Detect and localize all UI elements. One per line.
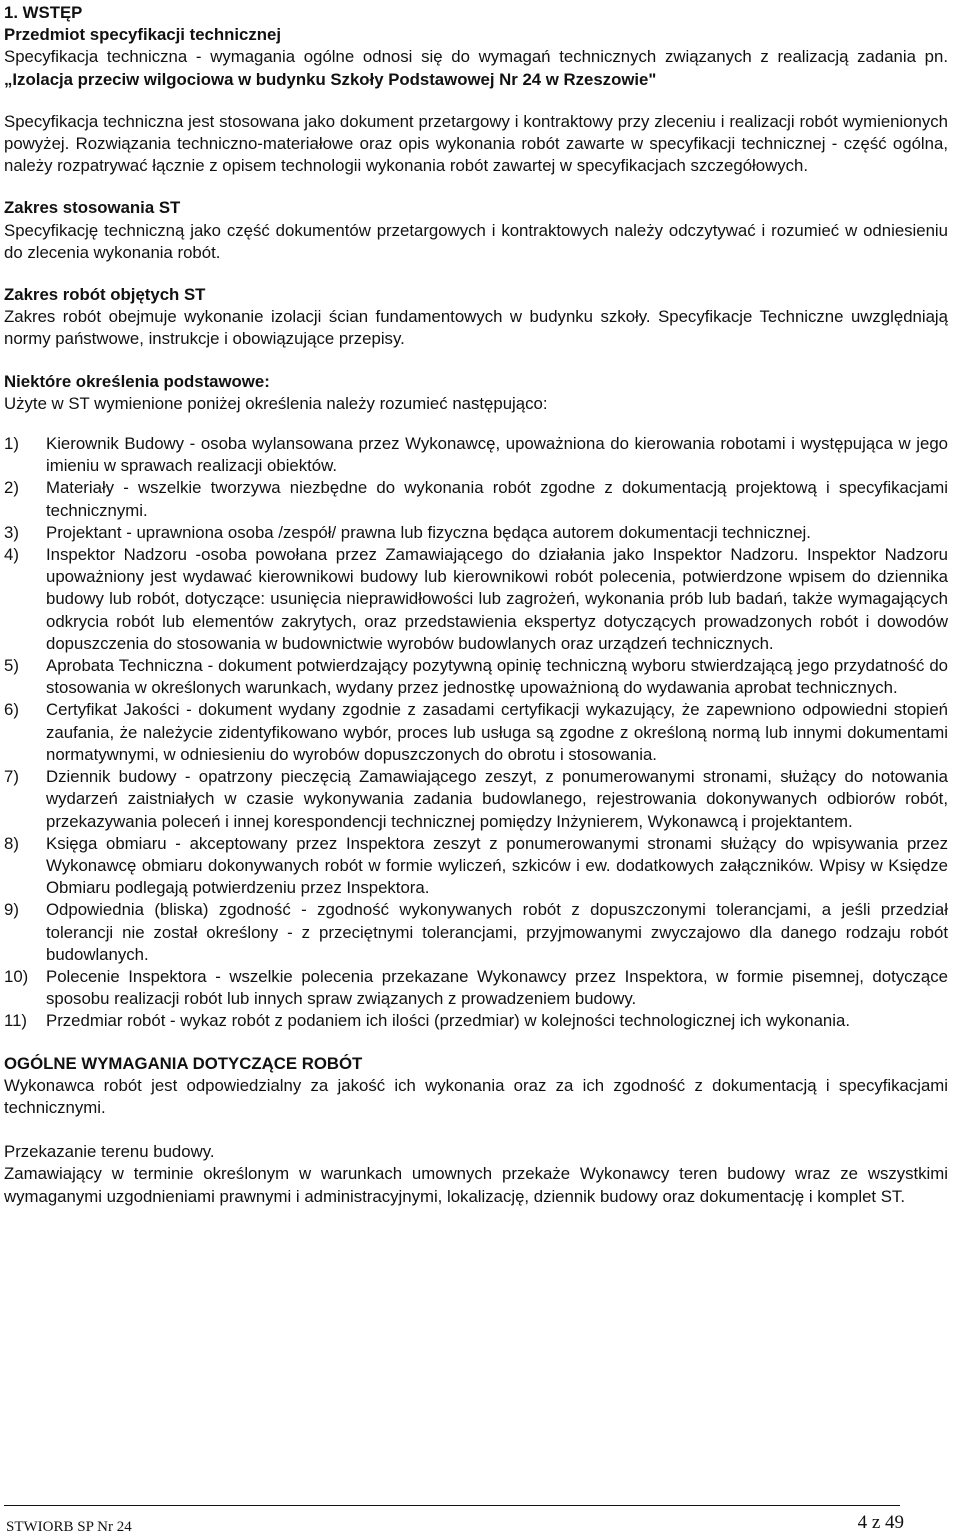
item-text: Polecenie Inspektora - wszelkie polecenia przekazane Wykonawcy przez Inspektora, w formie pisemnej, dotyczące sposobu realizacji robót lub innych spraw związanych z prowadzeniem budowy.	[46, 966, 948, 1009]
item-number: 8)	[4, 833, 19, 853]
item-text: Certyfikat Jakości - dokument wydany zgodnie z zasadami certyfikacji wykazujący, że zapewniono odpowiedni stopień zaufania, że należycie zidentyfikowano wybór, proces lub usługa są zgodne z określoną normą lub innymi dokumentami normatywnymi, w odniesieniu do wyrobów dopuszczonych do obrotu i stosowania.	[46, 700, 948, 764]
list-item	[4, 1010, 948, 1032]
item-text: Kierownik Budowy - osoba wylansowana przez Wykonawcę, upoważniona do kierowania robotami i występująca w jego imieniu w sprawach realizacji obiektów.	[46, 434, 948, 476]
document-page	[4, 2, 948, 1208]
item-number: 3)	[4, 522, 19, 542]
list-item	[4, 699, 948, 766]
footer-document-id: STWIORB SP Nr 24	[6, 1519, 132, 1535]
item-text: Odpowiednia (bliska) zgodność - zgodność wykonywanych robót z dopuszczonymi tolerancjami, a jeśli przedział tolerancji nie został określony - z przeciętnymi tolerancjami, przyjmowanymi zwyczajowo dla danego rodzaju robót budowlanych.	[46, 900, 948, 964]
item-number: 5)	[4, 656, 19, 676]
handover-heading: Przekazanie terenu budowy.	[4, 1142, 215, 1162]
item-number: 10)	[4, 966, 29, 986]
page-number: 4 z 49	[857, 1512, 904, 1533]
definitions-heading: Niektóre określenia podstawowe:	[4, 371, 270, 391]
item-number: 9)	[4, 900, 19, 920]
works-heading: Zakres robót objętych ST	[4, 285, 206, 305]
item-text: Aprobata Techniczna - dokument potwierdzający pozytywną opinię techniczną wyboru stwierdzającą jego przydatność do stosowania w określonych warunkach, wydany przez jednostkę upoważnioną do wydawania aprobat technicznych.	[46, 656, 948, 698]
item-number: 11)	[4, 1011, 28, 1031]
item-number: 6)	[4, 700, 19, 720]
general-heading: OGÓLNE WYMAGANIA DOTYCZĄCE ROBÓT	[4, 1053, 363, 1073]
project-name: „Izolacja przeciw wilgociowa w budynku Szkoły Podstawowej Nr 24 w Rzeszowie"	[4, 69, 657, 89]
list-item	[4, 477, 948, 521]
list-item	[4, 433, 948, 477]
page-footer	[4, 1505, 904, 1535]
subject-text: Specyfikacja techniczna - wymagania ogólne odnosi się do wymagań technicznych związanych z realizacją zadania pn.	[4, 47, 948, 67]
list-item	[4, 522, 948, 544]
list-item	[4, 544, 948, 655]
item-text: Księga obmiaru - akceptowany przez Inspektora zeszyt z ponumerowanymi stronami służący do wpisywania przez Wykonawcę obmiaru dokonywanych robót w formie wyliczeń, szkiców i ew. dodatkowych załączników. Wpisy w Księdze Obmiaru podlegają potwierdzeniu przez Inspektora.	[46, 833, 948, 898]
item-text: Dziennik budowy - opatrzony pieczęcią Zamawiającego zeszyt, z ponumerowanymi stronami, służący do notowania wydarzeń zaistniałych w czasie wykonywania zadania budowlanego, rejestrowania dokonywanych odbiorów robót, przekazywania poleceń i innej korespondencji technicznej pomiędzy Inżynierem, Wykonawcą i projektantem.	[46, 767, 948, 831]
works-paragraph: Zakres robót obejmuje wykonanie izolacji ścian fundamentowych w budynku szkoły. Specyfikacje Techniczne uwzględniają normy państwowe, instrukcje i obowiązujące przepisy.	[4, 307, 948, 349]
general-paragraph: Wykonawca robót jest odpowiedzialny za jakość ich wykonania oraz za ich zgodność z dokumentacją i specyfikacjami technicznymi.	[4, 1075, 948, 1117]
scope-paragraph: Specyfikację techniczną jako część dokumentów przetargowych i kontraktowych należy odczytywać i rozumieć w odniesieniu do zlecenia wykonania robót.	[4, 220, 948, 262]
list-item	[4, 655, 948, 699]
item-text: Inspektor Nadzoru -osoba powołana przez Zamawiającego do działania jako Inspektor Nadzoru. Inspektor Nadzoru upoważniony jest wydawać kierownikowi budowy lub kierownikowi robót polecenia, potwierdzone wpisem do dziennika budowy lub robót, dotyczące: usunięcia nieprawidłowości lub zagrożeń, wykonania prób lub badań, także wymagających odkrycia robót lub elementów zakrytych, oraz przedstawienia ekspertyz dotyczących prowadzonych robót i dowodów dopuszczenia do stosowania w budownictwie wyrobów budowlanych oraz urządzeń technicznych.	[46, 545, 948, 653]
item-number: 4)	[4, 545, 19, 565]
item-text: Materiały - wszelkie tworzywa niezbędne do wykonania robót zgodne z dokumentacją projektową i specyfikacjami technicznymi.	[46, 478, 948, 520]
definitions-intro: Użyte w ST wymienione poniżej określenia należy rozumieć następująco:	[4, 393, 548, 413]
list-item	[4, 833, 948, 900]
definitions-list	[4, 433, 948, 1032]
item-text: Projektant - uprawniona osoba /zespół/ prawna lub fizyczna będąca autorem dokumentacji technicznej.	[46, 522, 811, 542]
item-number: 2)	[4, 478, 19, 498]
list-item	[4, 966, 948, 1010]
subject-paragraph	[4, 46, 948, 90]
scope-heading: Zakres stosowania ST	[4, 198, 181, 218]
intro-paragraph: Specyfikacja techniczna jest stosowana jako dokument przetargowy i kontraktowy przy zleceniu i realizacji robót wymienionych powyżej. Rozwiązania techniczno-materiałowe oraz opis wykonania robót zawarte w specyfikacji technicznej - część ogólna, należy rozpatrywać łącznie z opisem technologii wykonania robót zawartej w specyfikacjach szczegółowych.	[4, 111, 948, 176]
item-number: 7)	[4, 767, 19, 787]
item-number: 1)	[4, 434, 19, 454]
item-text: Przedmiar robót - wykaz robót z podaniem ich ilości (przedmiar) w kolejności technologicznej ich wykonania.	[46, 1011, 850, 1031]
handover-paragraph: Zamawiający w terminie określonym w warunkach umownych przekaże Wykonawcy teren budowy wraz ze wszystkimi wymaganymi uzgodnieniami prawnymi i administracyjnymi, lokalizację, dziennik budowy oraz dokumentację i komplet ST.	[4, 1164, 948, 1206]
list-item	[4, 899, 948, 966]
subject-heading: Przedmiot specyfikacji technicznej	[4, 25, 281, 45]
section-title: 1. WSTĘP	[4, 3, 83, 22]
list-item	[4, 766, 948, 833]
